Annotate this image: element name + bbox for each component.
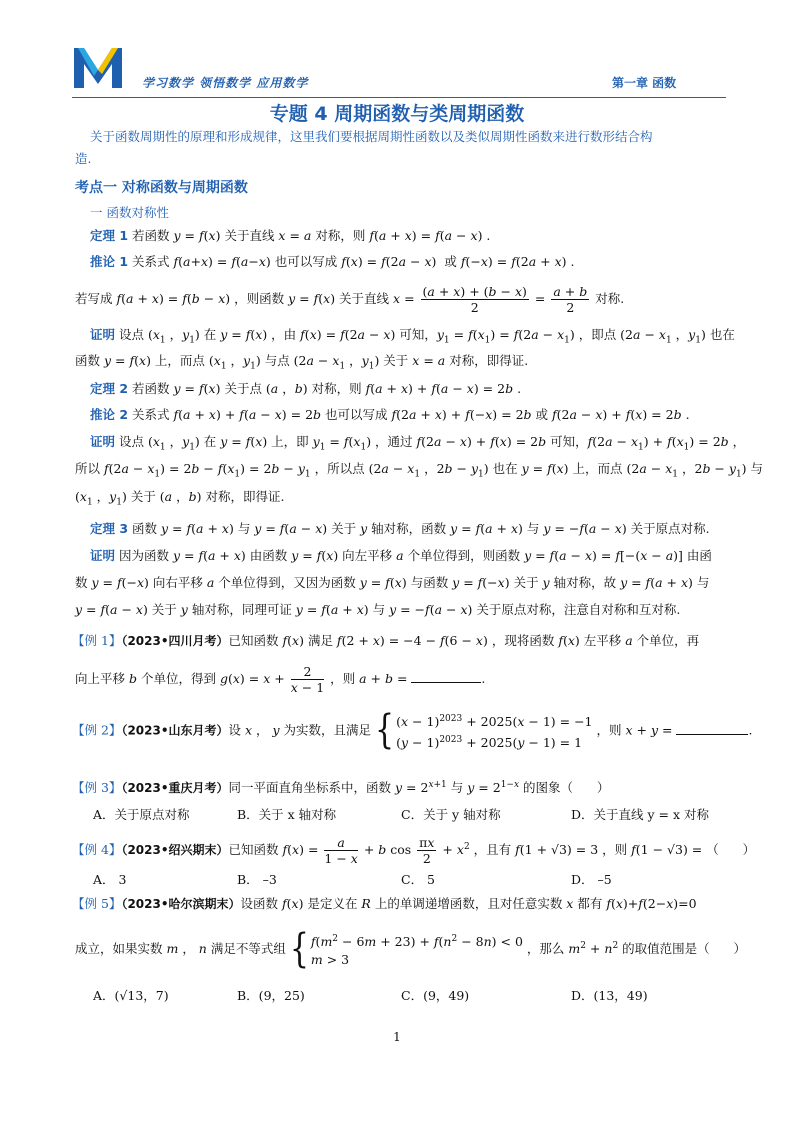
proof-2-line-2: 所以 $f(2a - x_1) = 2b - f(x_1) = 2b - y_1$ ，所以点 ($2a - x_1$ ，$2b - y_1$) 也在 y = f(x) 上，而点 ($2a - x_1$ ，$2b - y_1$) 与 — [75, 461, 764, 480]
theorem-1: 定理 1 若函数 y = f(x) 关于直线 x = a 对称，则 f(a + x) = f(a − x) . — [90, 228, 491, 243]
example-3-option-c[interactable]: C．关于 y 轴对称 — [401, 807, 501, 822]
corollary-2: 推论 2 关系式 f(a + x) + f(a − x) = 2b 也可以写成 f(2a + x) + f(−x) = 2b 或 f(2a − x) + f(x) = 2b . — [90, 407, 690, 422]
example-1-line-1: 【例 1】（2023•四川月考）已知函数 f(x) 满足 f(2 + x) = −4 − f(6 − x) ，现将函数 f(x) 左平移 a 个单位，再 — [72, 633, 700, 648]
label-proof-2: 证明 — [90, 434, 116, 449]
header-chapter: 第一章 函数 — [612, 76, 677, 90]
example-2: 【例 2】（2023•山东月考）设 x ， y 为实数，且满足 { $(x - 1)^{2023} + 2025(x - 1) = -1$ $(y - 1)^{2023} + 2025(y - 1) = 1$ ，则 x + y = . — [72, 706, 753, 755]
label-proof: 证明 — [90, 327, 116, 342]
example-2-label: 【例 2】 — [72, 722, 122, 738]
proof-2-line-3: ($x_1$ ，$y_1$) 关于 (a ，b) 对称，即得证. — [75, 489, 285, 508]
example-5-line-2: 成立，如果实数 m ， n 满足不等式组 { $f(m^2 - 6m + 23) + f(n^2 - 8n) < 0$ m > 3 ，那么 $m^2 + n^2$ 的取值范围是（ ） — [75, 925, 746, 973]
theorem-3: 定理 3 函数 y = f(a + x) 与 y = f(a − x) 关于 y 轴对称，函数 y = f(a + x) 与 y = −f(a − x) 关于原点对称. — [90, 521, 710, 536]
proof-3-line-1: 证明 因为函数 y = f(a + x) 由函数 y = f(x) 向左平移 a 个单位得到，则函数 y = f(a − x) = f[−(x − a)] 由函 — [90, 548, 712, 563]
example-3-option-a[interactable]: A．关于原点对称 — [93, 807, 190, 822]
example-1-source: （2023•四川月考） — [121, 634, 229, 648]
proof-1-line-2: 函数 y = f(x) 上，而点 ($x_1$ ，$y_1$) 与点 ($2a - x_1$ ，$y_1$) 关于 x = a 对称，即得证. — [75, 353, 529, 372]
proof-2-line-1: 证明 设点 ($x_1$ ，$y_1$) 在 y = f(x) 上，即 $y_1 = f(x_1)$ ，通过 f(2a − x) + f(x) = 2b 可知，$f(2a - x_1) + f(x_1) = 2b$ ， — [90, 434, 746, 453]
example-4-option-c[interactable]: C． 5 — [401, 872, 435, 887]
example-5-option-d[interactable]: D．(13，49) — [571, 988, 648, 1003]
proof-3-line-2: 数 y = f(−x) 向右平移 a 个单位得到，又因为函数 y = f(x) 与函数 y = f(−x) 关于 y 轴对称，故 y = f(a + x) 与 — [75, 575, 710, 590]
example-2-source: （2023•山东月考） — [121, 723, 229, 738]
corollary-1: 推论 1 关系式 f(a+x) = f(a−x) 也可以写成 f(x) = f(2a − x) 或 f(−x) = f(2a + x) . — [90, 254, 575, 269]
example-3-option-b[interactable]: B．关于 x 轴对称 — [237, 807, 337, 822]
example-3: 【例 3】（2023•重庆月考）同一平面直角坐标系中，函数 $y = 2^{x+1}$ 与 $y = 2^{1-x}$ 的图象（ ） — [72, 780, 610, 796]
example-4: 【例 4】（2023•绍兴期末）已知函数 f(x) = $\frac{a}{1 - x}$ + b cos $\frac{\pi x}{2}$ + $x^2$ ，且有 f(1 + √3) = 3 ，则 f(1 − √3) = （ ） — [72, 835, 756, 866]
intro-line-1: 关于函数周期性的原理和形成规律，这里我们要根据周期性函数以及类似周期性函数来进行数形结合构 — [90, 129, 653, 144]
example-5-option-a[interactable]: A．(√13，7) — [93, 988, 169, 1003]
label-thm1: 定理 1 — [90, 228, 129, 243]
example-1-label: 【例 1】 — [72, 633, 122, 648]
label-thm3: 定理 3 — [90, 521, 129, 536]
label-cor1: 推论 1 — [90, 254, 129, 269]
example-3-label: 【例 3】 — [72, 780, 122, 796]
example-4-option-a[interactable]: A． 3 — [93, 872, 127, 887]
example-5-option-b[interactable]: B．(9，25) — [237, 988, 305, 1003]
label-proof-3: 证明 — [90, 548, 116, 563]
example-3-option-d[interactable]: D．关于直线 y = x 对称 — [571, 807, 710, 822]
example-4-option-d[interactable]: D． –5 — [571, 872, 612, 887]
example-5-line-1: 【例 5】（2023•哈尔滨期末）设函数 f(x) 是定义在 R 上的单调递增函数，且对任意实数 x 都有 f(x)+f(2−x)=0 — [72, 896, 697, 911]
logo-icon — [72, 44, 124, 90]
example-1-line-2: 向上平移 b 个单位，得到 g(x) = x + $\frac{2}{x - 1}$ ，则 a + b = . — [75, 664, 486, 695]
example-3-source: （2023•重庆月考） — [121, 781, 229, 796]
example-4-label: 【例 4】 — [72, 842, 122, 857]
label-thm2: 定理 2 — [90, 381, 129, 396]
example-4-option-b[interactable]: B． –3 — [237, 872, 277, 887]
page-title: 专题 4 周期函数与类周期函数 — [269, 103, 525, 125]
header-slogan: 学习数学 领悟数学 应用数学 — [142, 76, 309, 90]
example-5-label: 【例 5】 — [72, 896, 122, 911]
example-4-source: （2023•绍兴期末） — [121, 843, 229, 857]
section-heading: 考点一 对称函数与周期函数 — [75, 180, 248, 196]
header-divider — [72, 97, 726, 98]
intro-line-2: 造. — [75, 151, 92, 166]
proof-1-line-1: 证明 设点 ($x_1$ ，$y_1$) 在 y = f(x) ，由 f(x) = f(2a − x) 可知，$y_1 = f(x_1) = f(2a - x_1)$ ，即点 ($2a - x_1$ ，$y_1$) 也在 — [90, 327, 735, 346]
label-cor2: 推论 2 — [90, 407, 129, 422]
subsection-heading: 一 函数对称性 — [90, 205, 169, 220]
theorem-2: 定理 2 若函数 y = f(x) 关于点 (a ，b) 对称，则 f(a + x) + f(a − x) = 2b . — [90, 381, 522, 396]
proof-3-line-3: y = f(a − x) 关于 y 轴对称，同理可证 y = f(a + x) 与 y = −f(a − x) 关于原点对称，注意自对称和互对称. — [75, 602, 681, 617]
page-number: 1 — [393, 1030, 401, 1044]
corollary-1-extension: 若写成 f(a + x) = f(b − x) ，则函数 y = f(x) 关于直线 x = $\frac{(a + x) + (b - x)}{2}$ = $\frac{a + b}{2}$ 对称. — [75, 284, 625, 315]
example-5-option-c[interactable]: C．(9，49) — [401, 988, 470, 1003]
example-5-source: （2023•哈尔滨期末） — [121, 897, 241, 911]
